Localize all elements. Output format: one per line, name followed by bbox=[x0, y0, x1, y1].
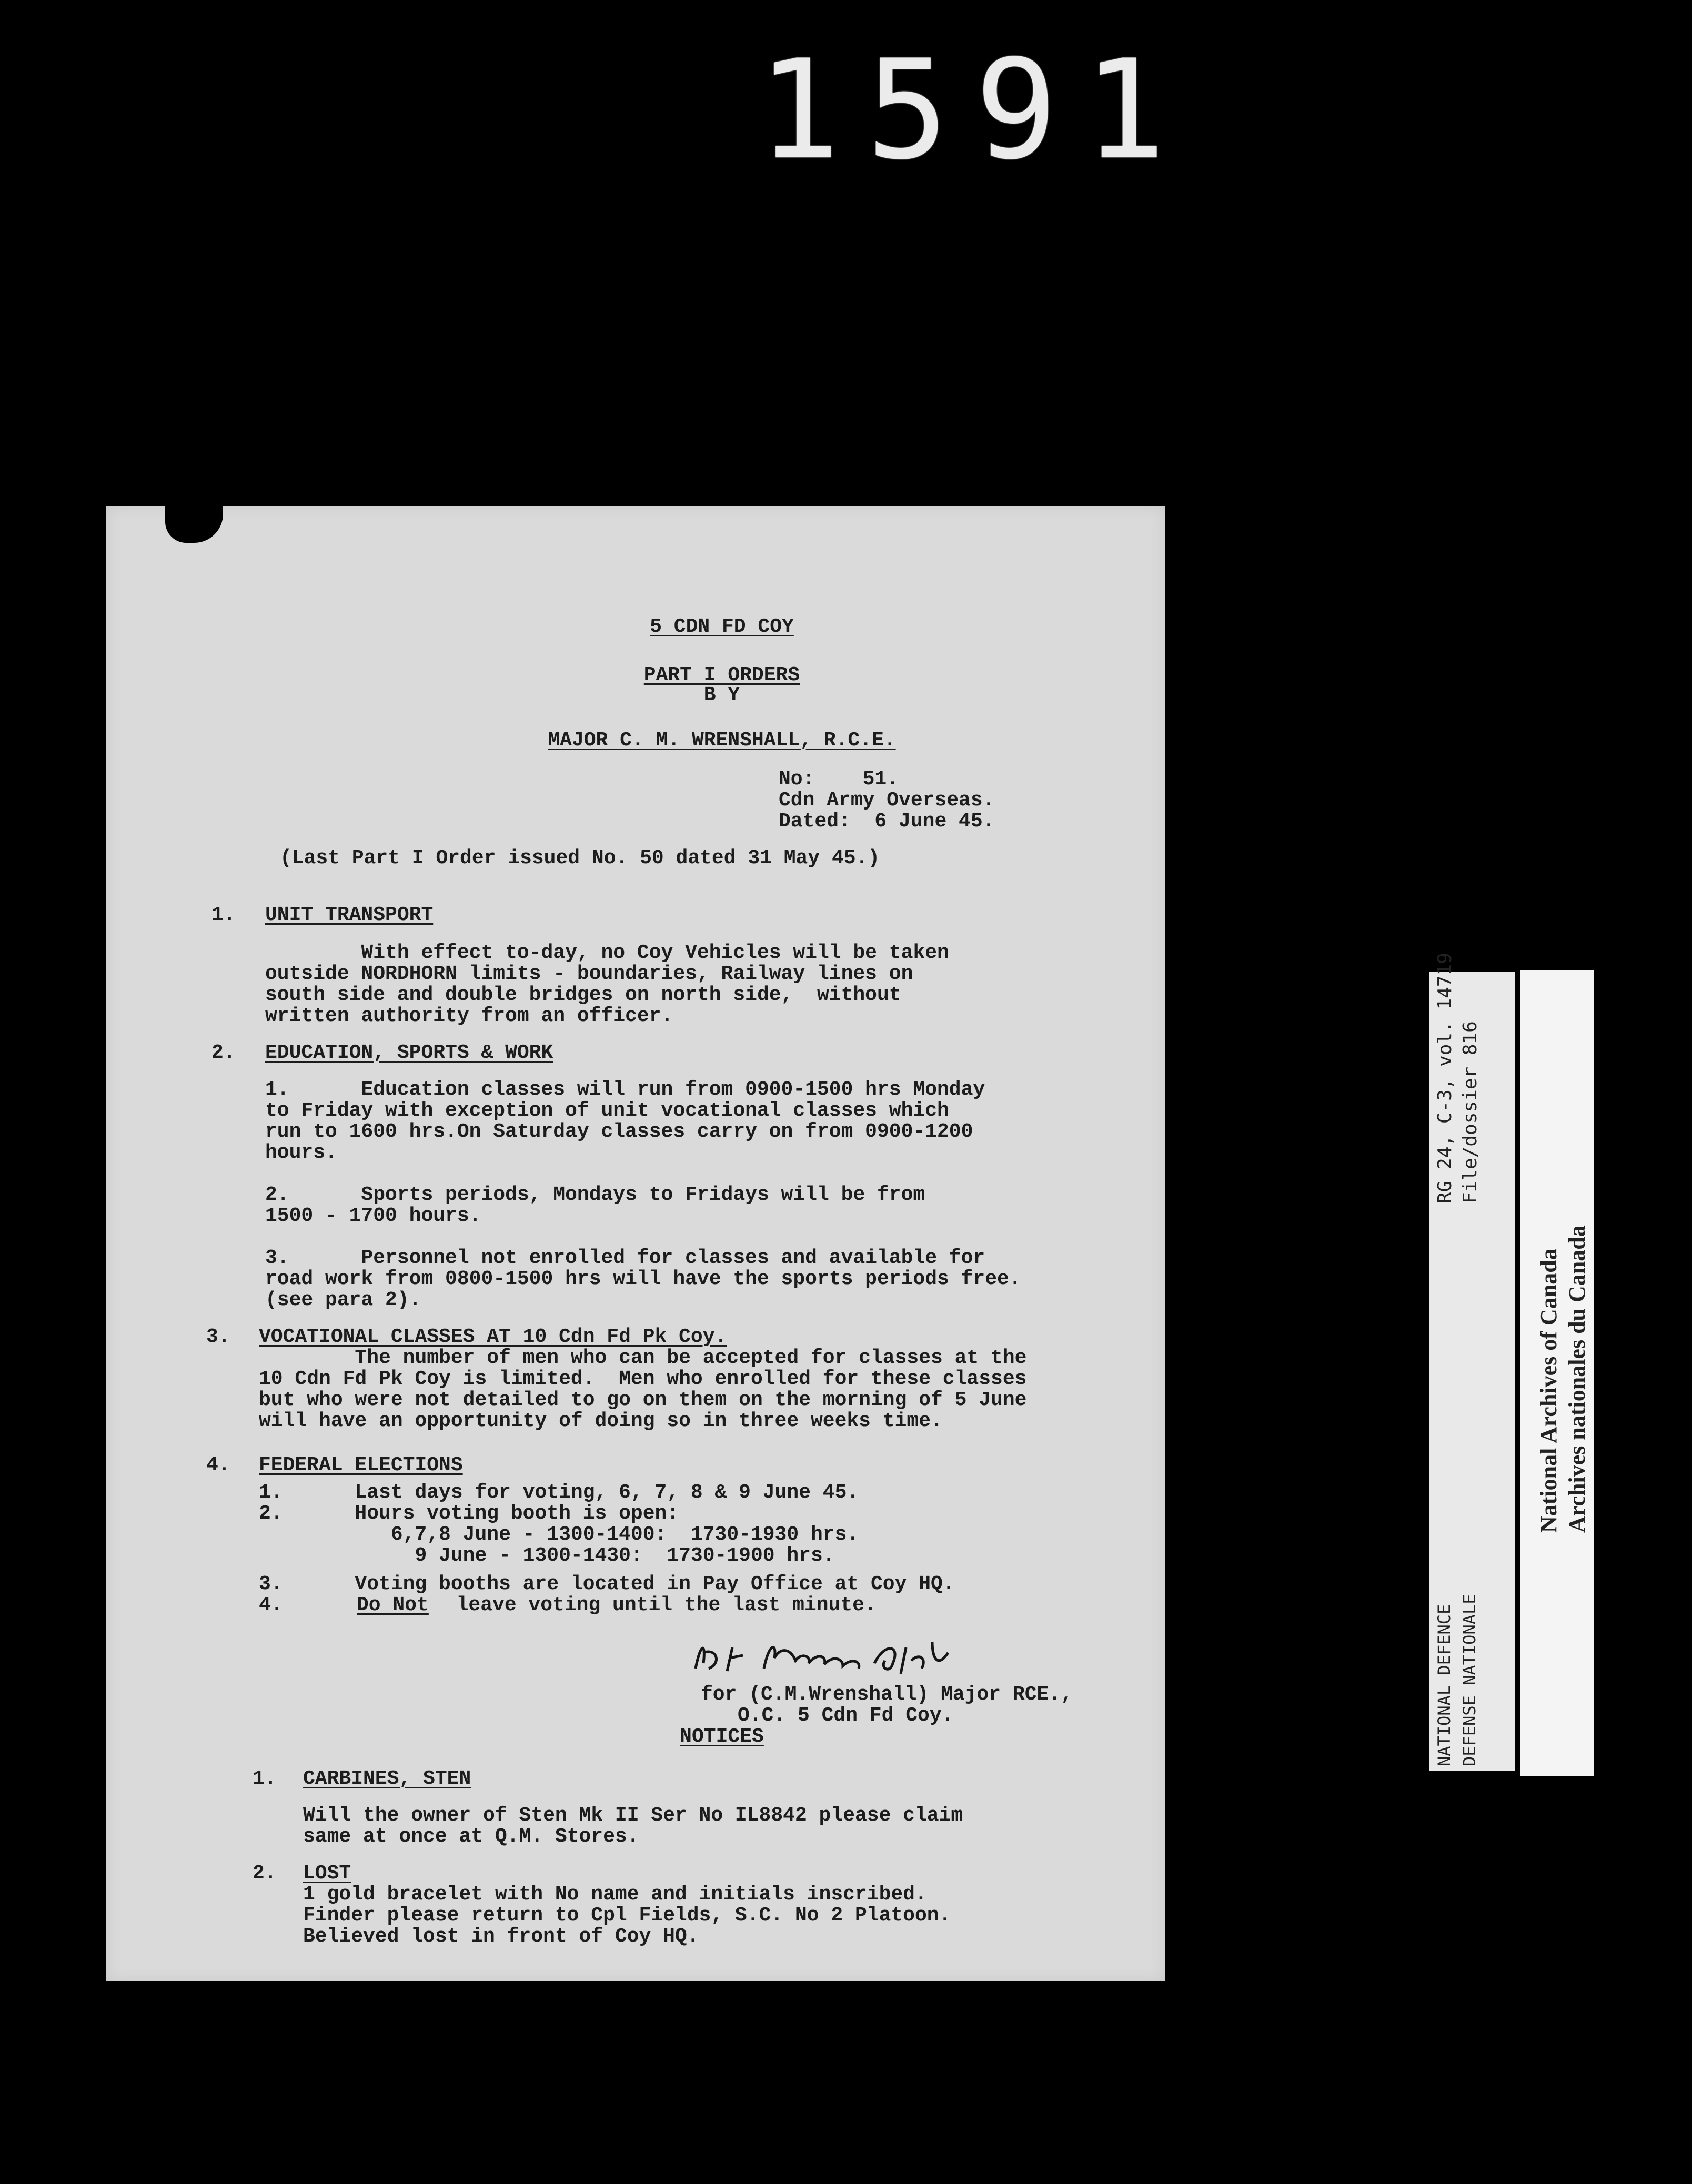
notice-heading: CARBINES, STEN bbox=[303, 1767, 471, 1790]
notice-heading: LOST bbox=[303, 1862, 351, 1885]
section-line: hours. bbox=[265, 1141, 337, 1164]
section-line: 1. Education classes will run from 0900-1500 hrs Monday bbox=[265, 1078, 985, 1101]
section-number: 1. bbox=[212, 904, 236, 926]
frame-number: 1591 bbox=[758, 31, 1193, 190]
section-item-number: 4. bbox=[259, 1594, 283, 1616]
section-line: but who were not detailed to go on them on the morning of 5 June bbox=[259, 1389, 1027, 1411]
last-order-note: (Last Part I Order issued No. 50 dated 31 May 45.) bbox=[280, 847, 880, 869]
section-line: to Friday with exception of unit vocational classes which bbox=[265, 1099, 949, 1122]
emphasis-do-not: Do Not bbox=[357, 1594, 429, 1616]
notice-line: same at once at Q.M. Stores. bbox=[303, 1825, 639, 1848]
signatory-title: O.C. 5 Cdn Fd Coy. bbox=[738, 1704, 954, 1727]
archive-name-card bbox=[1520, 970, 1594, 1776]
order-number: No: 51. bbox=[779, 768, 899, 791]
section-line: 1. Last days for voting, 6, 7, 8 & 9 June 45. bbox=[259, 1481, 859, 1504]
section-number: 4. bbox=[206, 1454, 230, 1477]
notice-number: 2. bbox=[253, 1862, 277, 1885]
order-date: Dated: 6 June 45. bbox=[779, 810, 995, 833]
section-line: 2. Hours voting booth is open: bbox=[259, 1502, 679, 1525]
section-line: south side and double bridges on north side, without bbox=[265, 984, 901, 1006]
page-damage bbox=[165, 506, 223, 543]
archive-dept-en: NATIONAL DEFENCE bbox=[1434, 1604, 1454, 1766]
notice-line: Believed lost in front of Coy HQ. bbox=[303, 1925, 699, 1948]
section-line: The number of men who can be accepted for classes at the bbox=[259, 1347, 1027, 1369]
section-line: 3. Voting booths are located in Pay Office at Coy HQ. bbox=[259, 1573, 955, 1595]
archive-name-en: National Archives of Canada bbox=[1536, 1248, 1562, 1533]
archive-ref-line2: File/dossier 816 bbox=[1459, 1021, 1481, 1204]
notices-heading: NOTICES bbox=[680, 1725, 764, 1748]
section-line: road work from 0800-1500 hrs will have the sports periods free. bbox=[265, 1268, 1021, 1290]
unit-heading: 5 CDN FD COY bbox=[650, 615, 794, 638]
section-heading: FEDERAL ELECTIONS bbox=[259, 1454, 463, 1477]
notice-line: Will the owner of Sten Mk II Ser No IL8842 please claim bbox=[303, 1804, 963, 1827]
section-line: outside NORDHORN limits - boundaries, Railway lines on bbox=[265, 963, 913, 985]
section-line: run to 1600 hrs.On Saturday classes carry on from 0900-1200 bbox=[265, 1120, 973, 1143]
section-line: 9 June - 1300-1430: 1730-1900 hrs. bbox=[259, 1544, 835, 1567]
section-line: With effect to-day, no Coy Vehicles will be taken bbox=[265, 942, 949, 964]
notice-number: 1. bbox=[253, 1767, 277, 1790]
orders-title: PART I ORDERS bbox=[643, 664, 800, 686]
notice-line: Finder please return to Cpl Fields, S.C. No 2 Platoon. bbox=[303, 1904, 951, 1927]
section-line: 10 Cdn Fd Pk Coy is limited. Men who enrolled for these classes bbox=[259, 1368, 1027, 1390]
section-heading: UNIT TRANSPORT bbox=[265, 904, 434, 926]
signature-mark bbox=[685, 1632, 969, 1690]
archive-reference-strip bbox=[1429, 953, 1515, 1771]
document-page bbox=[106, 506, 1165, 1981]
archive-name-fr: Archives nationales du Canada bbox=[1564, 1225, 1590, 1533]
signatory-line: for (C.M.Wrenshall) Major RCE., bbox=[701, 1683, 1073, 1706]
archive-ref-line1: RG 24, C-3, vol. 14719 bbox=[1434, 953, 1456, 1204]
section-line: 6,7,8 June - 1300-1400: 1730-1930 hrs. bbox=[259, 1523, 859, 1546]
section-number: 3. bbox=[206, 1326, 230, 1348]
section-line: will have an opportunity of doing so in three weeks time. bbox=[259, 1410, 943, 1432]
section-number: 2. bbox=[212, 1042, 236, 1064]
notice-line: 1 gold bracelet with No name and initials inscribed. bbox=[303, 1883, 927, 1906]
section-line: written authority from an officer. bbox=[265, 1005, 673, 1027]
section-heading: EDUCATION, SPORTS & WORK bbox=[265, 1042, 553, 1064]
order-location: Cdn Army Overseas. bbox=[779, 789, 995, 812]
section-line: (see para 2). bbox=[265, 1289, 421, 1311]
section-line: 3. Personnel not enrolled for classes and available for bbox=[265, 1247, 985, 1269]
section-line: leave voting until the last minute. bbox=[432, 1594, 877, 1616]
section-line: 2. Sports periods, Mondays to Fridays will be from bbox=[265, 1184, 925, 1206]
orders-title-by: B Y bbox=[703, 684, 740, 706]
section-heading: VOCATIONAL CLASSES AT 10 Cdn Fd Pk Coy. bbox=[259, 1326, 727, 1348]
issuer-line: MAJOR C. M. WRENSHALL, R.C.E. bbox=[548, 729, 896, 752]
section-line: 1500 - 1700 hours. bbox=[265, 1205, 481, 1227]
archive-dept-fr: DEFENSE NATIONALE bbox=[1459, 1594, 1479, 1766]
